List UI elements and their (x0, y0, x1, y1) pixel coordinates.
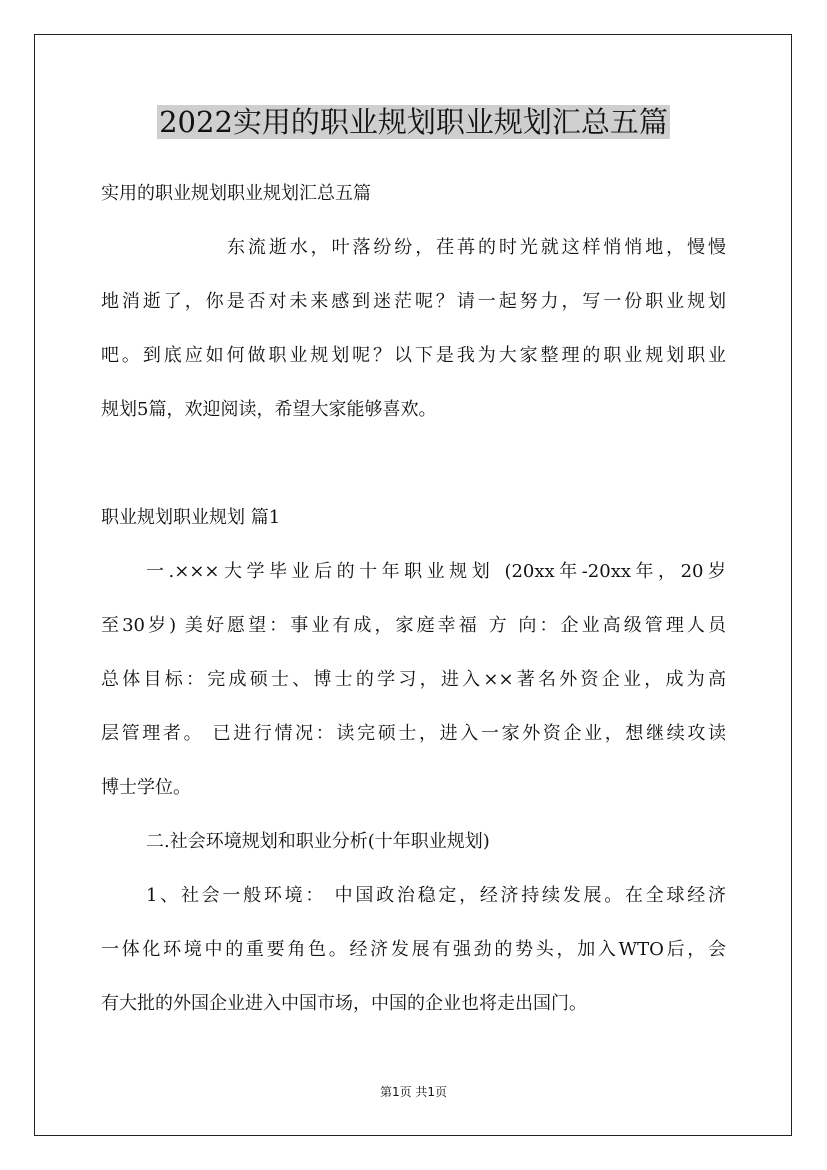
para1-line-5: 博士学位。 (101, 777, 191, 798)
para3-line-1: 1、社会一般环境： 中国政治稳定，经济持续发展。在全球经济 (146, 885, 726, 906)
section-heading: 职业规划职业规划 篇1 (101, 507, 281, 528)
document-subtitle: 实用的职业规划职业规划汇总五篇 (101, 183, 371, 204)
para1-line-3: 总体目标：完成硕士、博士的学习，进入××著名外资企业，成为高 (101, 669, 726, 690)
intro-line-2: 地消逝了，你是否对未来感到迷茫呢？请一起努力，写一份职业规划 (101, 291, 726, 312)
para2-line-1: 二.社会环境规划和职业分析(十年职业规划) (146, 831, 490, 852)
document-title (0, 101, 827, 143)
para1-line-1: 一.×××大学毕业后的十年职业规划 (20xx年-20xx年，20岁 (146, 561, 726, 582)
intro-line-4: 规划5篇，欢迎阅读，希望大家能够喜欢。 (101, 399, 437, 420)
para3-line-3: 有大批的外国企业进入中国市场，中国的企业也将走出国门。 (101, 993, 587, 1014)
intro-line-3: 吧。到底应如何做职业规划呢？以下是我为大家整理的职业规划职业 (101, 345, 726, 366)
para3-line-2: 一体化环境中的重要角色。经济发展有强劲的势头，加入WTO后，会 (101, 939, 726, 960)
para1-line-4: 层管理者。 已进行情况：读完硕士，进入一家外资企业，想继续攻读 (101, 723, 726, 744)
document-title-text: 2022实用的职业规划职业规划汇总五篇 (159, 105, 668, 139)
intro-line-1: 东流逝水，叶落纷纷，荏苒的时光就这样悄悄地，慢慢 (227, 237, 726, 258)
page-footer (0, 1083, 827, 1101)
para1-line-2: 至30岁) 美好愿望：事业有成，家庭幸福 方 向：企业高级管理人员 (101, 615, 726, 636)
page-number: 第1页 共1页 (379, 1085, 448, 1099)
